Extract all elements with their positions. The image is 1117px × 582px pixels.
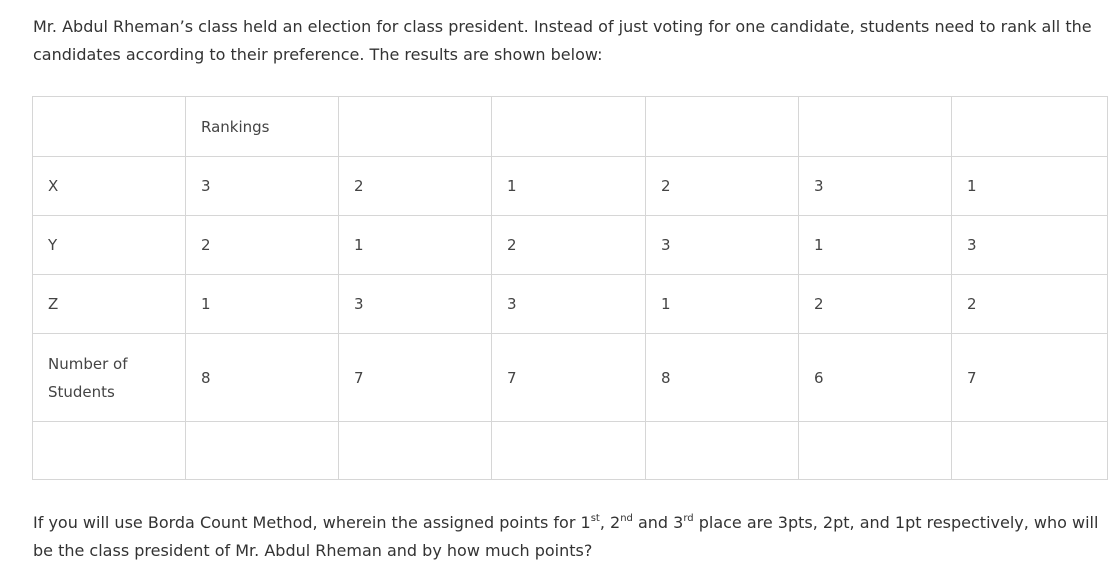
question-paragraph <box>33 509 1108 565</box>
rank-cell: 1 <box>186 275 339 334</box>
table-cell-empty <box>952 97 1108 157</box>
rank-cell: 1 <box>646 275 799 334</box>
table-cell-empty <box>492 422 646 480</box>
rank-cell: 2 <box>646 157 799 216</box>
table-cell-empty <box>799 97 952 157</box>
count-cell: 6 <box>799 334 952 422</box>
table-cell-empty <box>646 422 799 480</box>
rank-cell: 3 <box>186 157 339 216</box>
rank-cell: 2 <box>952 275 1108 334</box>
count-cell: 8 <box>646 334 799 422</box>
rank-cell: 3 <box>646 216 799 275</box>
intro-paragraph: Mr. Abdul Rheman’s class held an election for class president. Instead of just voting for one candidate, students need to rank all the candidates according to their preference. The results are shown below: <box>33 17 1092 64</box>
count-cell: 8 <box>186 334 339 422</box>
rank-cell: 1 <box>339 216 492 275</box>
candidate-label: Y <box>33 216 186 275</box>
count-cell: 7 <box>339 334 492 422</box>
rank-cell: 3 <box>339 275 492 334</box>
table-cell-empty <box>33 422 186 480</box>
rankings-table <box>32 96 1108 480</box>
table-cell-empty <box>33 97 186 157</box>
table-cell-empty <box>646 97 799 157</box>
question-text: , 2 <box>599 513 621 532</box>
table-cell-empty <box>339 97 492 157</box>
count-cell: 7 <box>952 334 1108 422</box>
table-header-row <box>33 97 1108 157</box>
rank-cell: 3 <box>492 275 646 334</box>
table-cell-empty <box>186 422 339 480</box>
candidate-label: Z <box>33 275 186 334</box>
candidate-label: X <box>33 157 186 216</box>
rank-cell: 1 <box>952 157 1108 216</box>
table-cell-empty <box>492 97 646 157</box>
rankings-header: Rankings <box>186 97 339 157</box>
rank-cell: 2 <box>186 216 339 275</box>
rank-cell: 1 <box>492 157 646 216</box>
table-row-z <box>33 275 1108 334</box>
question-text: place are 3pts, 2pt, and 1pt respectively, who will be the class president of Mr. Abdul Rheman and by how much points? <box>33 513 1099 560</box>
table-row-x <box>33 157 1108 216</box>
question-text: and 3 <box>632 513 684 532</box>
rank-cell: 2 <box>492 216 646 275</box>
rank-cell: 3 <box>952 216 1108 275</box>
ordinal-suffix: nd <box>620 513 633 524</box>
rank-cell: 3 <box>799 157 952 216</box>
rank-cell: 2 <box>799 275 952 334</box>
count-cell: 7 <box>492 334 646 422</box>
question-text: If you will use Borda Count Method, wherein the assigned points for 1 <box>33 513 591 532</box>
table-cell-empty <box>799 422 952 480</box>
rank-cell: 1 <box>799 216 952 275</box>
ordinal-suffix: st <box>590 513 600 524</box>
table-row-y <box>33 216 1108 275</box>
table-row-students <box>33 334 1108 422</box>
table-empty-row <box>33 422 1108 480</box>
students-label: Number of Students <box>33 334 186 422</box>
table-cell-empty <box>339 422 492 480</box>
ordinal-suffix: rd <box>683 513 694 524</box>
rank-cell: 2 <box>339 157 492 216</box>
table-cell-empty <box>952 422 1108 480</box>
